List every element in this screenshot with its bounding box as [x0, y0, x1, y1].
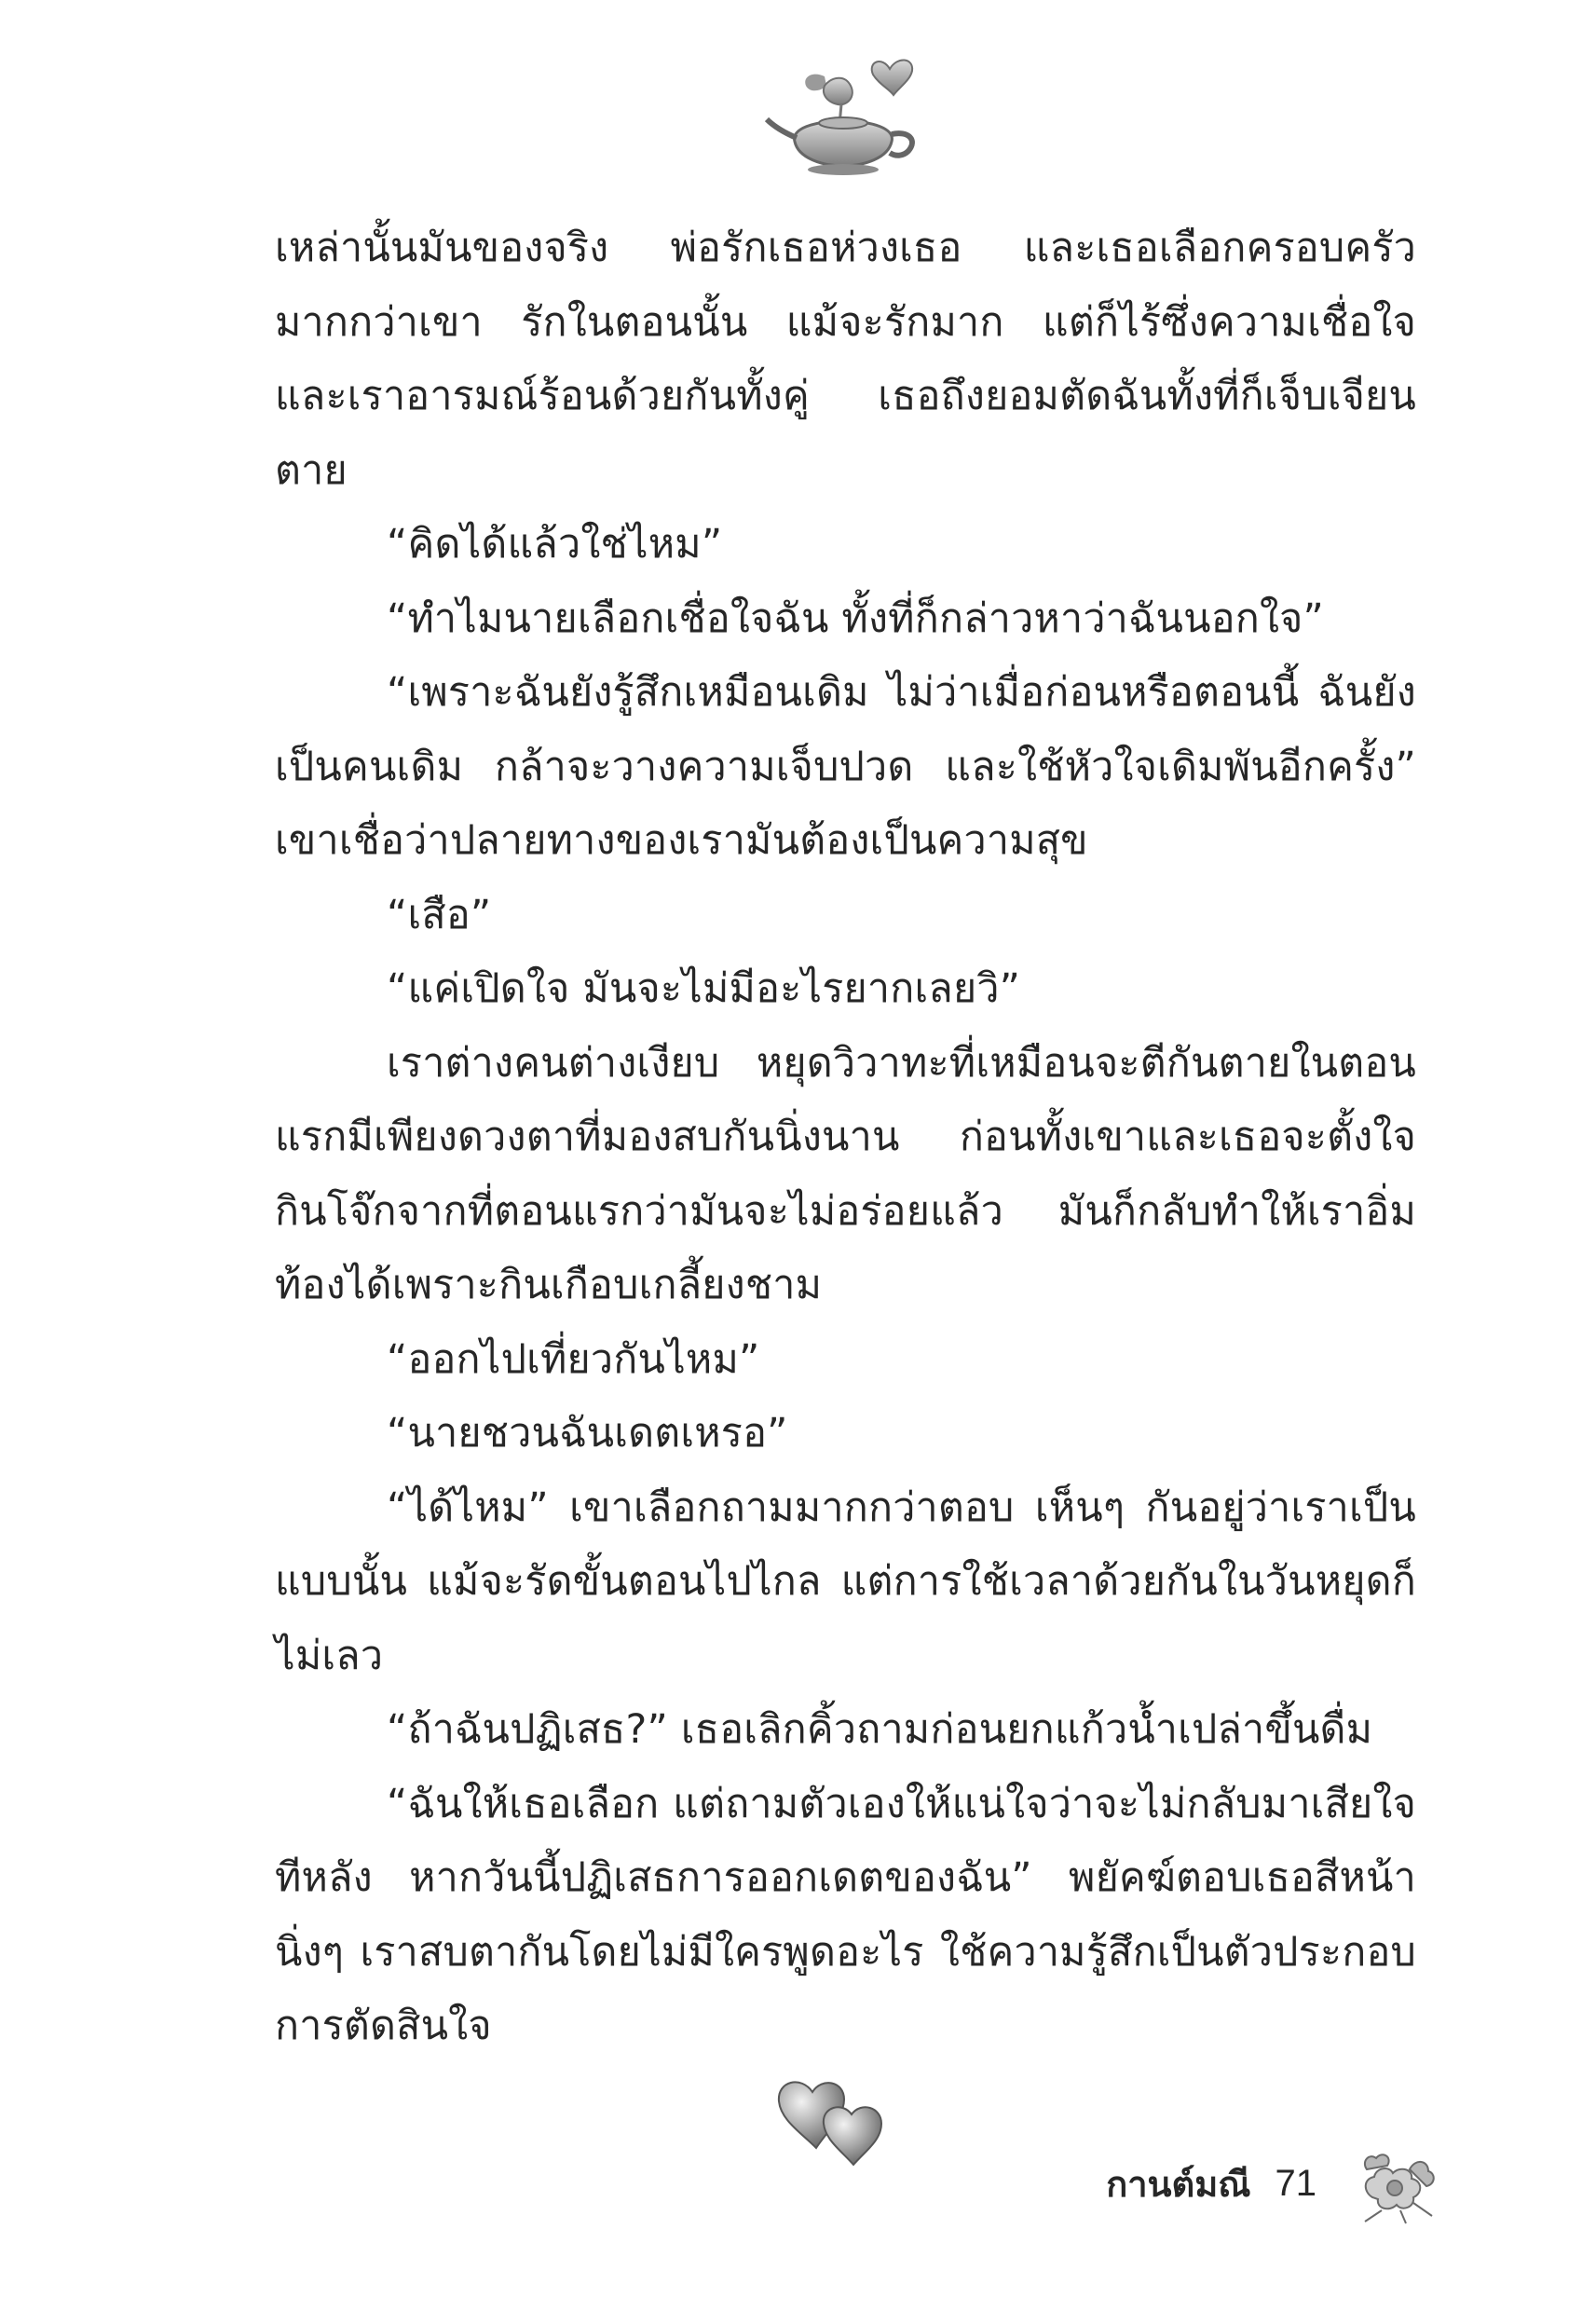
paragraph: “ออกไปเที่ยวกันไหม”	[387, 1335, 760, 1383]
paragraph: “นายชวนฉันเดตเหรอ”	[387, 1410, 788, 1456]
paragraph: “ทำไมนายเลือกเชื่อใจฉัน ทั้งที่ก็กล่าวหาว่าฉันนอกใจ”	[387, 595, 1325, 642]
page-number: 71	[1275, 2162, 1316, 2204]
paragraph: เหล่านั้นมันของจริง พ่อรักเธอห่วงเธอ และเธอเลือกครอบครัวมากกว่าเขา รักในตอนนั้น แม้จะรักมาก แต่ก็ไร้ซึ่งความเชื่อใจ และเราอารมณ์ร้อนด้วยกันทั้งคู่ เธอถึงยอมตัดฉันทั้งที่ก็เจ็บเจียนตาย	[275, 225, 1416, 494]
flower-bouquet-icon	[1354, 2141, 1442, 2225]
paragraph: “เพราะฉันยังรู้สึกเหมือนเดิม ไม่ว่าเมื่อก่อนหรือตอนนี้ ฉันยังเป็นคนเดิม กล้าจะวางความเจ็บปวด และใช้หัวใจเดิมพันอีกครั้ง” เขาเชื่อว่าปลายทางของเรามันต้องเป็นความสุข	[275, 669, 1416, 864]
paragraph: “ถ้าฉันปฏิเสธ?” เธอเลิกคิ้วถามก่อนยกแก้วน้ำเปล่าขึ้นดื่ม	[387, 1706, 1373, 1753]
paragraph: “แค่เปิดใจ มันจะไม่มีอะไรยากเลยวิ”	[387, 965, 1021, 1012]
paragraph: เราต่างคนต่างเงียบ หยุดวิวาทะที่เหมือนจะตีกันตายในตอนแรกมีเพียงดวงตาที่มองสบกันนิ่งนาน ก่อนทั้งเขาและเธอจะตั้งใจกินโจ๊กจากที่ตอนแรกว่ามันจะไม่อร่อยแล้ว มันก็กลับทำให้เราอิ่มท้องได้เพราะกินเกือบเกลี้ยงชาม	[275, 1039, 1416, 1308]
paragraph: “ได้ไหม” เขาเลือกถามมากกว่าตอบ เห็นๆ กันอยู่ว่าเราเป็นแบบนั้น แม้จะรัดขั้นตอนไปไกล แต่การใช้เวลาด้วยกันในวันหยุดก็ไม่เลว	[275, 1484, 1416, 1679]
page-footer	[1106, 2141, 1442, 2225]
book-title: กานต์มณี	[1106, 2163, 1251, 2205]
hearts-icon	[775, 2073, 887, 2176]
paragraph: “คิดได้แล้วใช่ไหม”	[387, 521, 723, 567]
paragraph: “ฉันให้เธอเลือก แต่ถามตัวเองให้แน่ใจว่าจะไม่กลับมาเสียใจทีหลัง หากวันนี้ปฏิเสธการออกเดตของฉัน” พยัคฆ์ตอบเธอสีหน้านิ่งๆ เราสบตากันโดยไม่มีใครพูดอะไร ใช้ความรู้สึกเป็นตัวประกอบการตัดสินใจ	[275, 1780, 1416, 2049]
cupid-teapot-icon	[759, 48, 927, 179]
paragraph: “เสือ”	[387, 891, 492, 938]
chapter-body	[275, 212, 1416, 2064]
